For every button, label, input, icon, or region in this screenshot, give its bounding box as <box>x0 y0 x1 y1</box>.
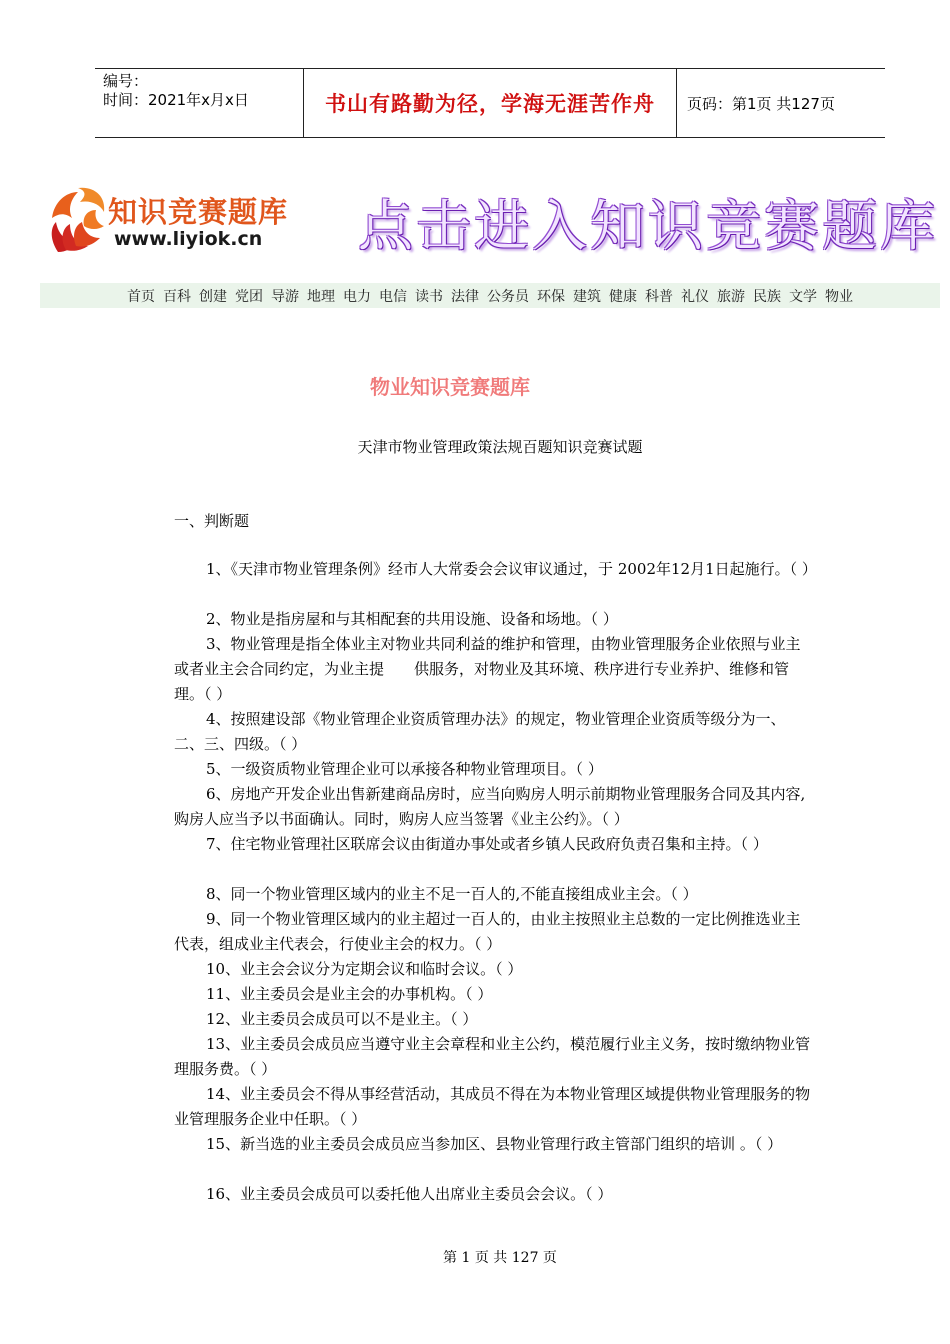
document-subtitle: 天津市物业管理政策法规百题知识竞赛试题 <box>357 438 643 456</box>
nav-item-civil-servant[interactable]: 公务员 <box>487 288 529 305</box>
nav-item-create[interactable]: 创建 <box>199 288 227 305</box>
question-item: 14、业主委员会不得从事经营活动，其成员不得在为本物业管理区域提供物业管理服务的物业管理服务企业中任职。（ ） <box>174 1085 811 1128</box>
enter-quiz-banner-link[interactable]: 点击进入知识竞赛题库 <box>358 194 939 258</box>
nav-item-health[interactable]: 健康 <box>609 288 637 305</box>
nav-item-power[interactable]: 电力 <box>343 288 371 305</box>
question-item: 7、住宅物业管理社区联席会议由街道办事处或者乡镇人民政府负责召集和主持。（ ） <box>206 835 768 853</box>
nav-item-law[interactable]: 法律 <box>451 288 479 305</box>
question-item: 1、《天津市物业管理条例》经市人大常委会会议审议通过，于 2002年12月1日起施行。（ ） <box>206 560 817 578</box>
header-motto: 书山有路勤为径，学海无涯苦作舟 <box>304 69 677 137</box>
nav-item-party[interactable]: 党团 <box>235 288 263 305</box>
header-page-info: 页码：第1页 共127页 <box>687 94 835 113</box>
logo-hand-icon <box>44 182 114 258</box>
nav-item-environment[interactable]: 环保 <box>537 288 565 305</box>
nav-item-telecom[interactable]: 电信 <box>379 288 407 305</box>
header-meta <box>95 69 304 137</box>
number-label: 编号： <box>103 72 149 90</box>
nav-item-reading[interactable]: 读书 <box>415 288 443 305</box>
nav-item-geography[interactable]: 地理 <box>307 288 335 305</box>
question-item: 8、同一个物业管理区域内的业主不足一百人的,不能直接组成业主会。（ ） <box>206 885 698 903</box>
nav-item-home[interactable]: 首页 <box>127 288 155 305</box>
nav-item-construction[interactable]: 建筑 <box>573 288 601 305</box>
nav-item-encyclopedia[interactable]: 百科 <box>163 288 191 305</box>
time-label: 时间：2021年x月x日 <box>103 91 249 109</box>
question-item: 11、业主委员会是业主会的办事机构。（ ） <box>206 985 493 1003</box>
question-item: 6、房地产开发企业出售新建商品房时，应当向购房人明示前期物业管理服务合同及其内容,购房人应当予以书面确认。同时，购房人应当签署《业主公约》。（ ） <box>174 785 806 828</box>
question-item: 9、同一个物业管理区域内的业主超过一百人的，由业主按照业主总数的一定比例推选业主代表，组成业主代表会，行使业主会的权力。（ ） <box>174 910 801 953</box>
section-title: 一、判断题 <box>174 512 250 530</box>
question-item: 13、业主委员会成员应当遵守业主会章程和业主公约，模范履行业主义务，按时缴纳物业管理服务费。（ ） <box>174 1035 811 1078</box>
document-heading: 物业知识竞赛题库 <box>370 375 530 399</box>
question-item: 4、按照建设部《物业管理企业资质管理办法》的规定，物业管理企业资质等级分为一、二、三、四级。（ ） <box>174 710 786 753</box>
question-item: 2、物业是指房屋和与其相配套的共用设施、设备和场地。（ ） <box>206 610 618 628</box>
page-footer: 第 1 页 共 127 页 <box>443 1250 557 1266</box>
question-item: 10、业主会会议分为定期会议和临时会议。（ ） <box>206 960 523 978</box>
question-item: 12、业主委员会成员可以不是业主。（ ） <box>206 1010 478 1028</box>
question-item: 3、物业管理是指全体业主对物业共同利益的维护和管理，由物业管理服务企业依照与业主或者业主会合同约定，为业主提 供服务，对物业及其环境、秩序进行专业养护、维修和管理。（ ） <box>174 635 801 703</box>
nav-item-ethnic[interactable]: 民族 <box>753 288 781 305</box>
question-item: 16、业主委员会成员可以委托他人出席业主委员会会议。（ ） <box>206 1185 613 1203</box>
nav-item-science[interactable]: 科普 <box>645 288 673 305</box>
question-item: 5、一级资质物业管理企业可以承接各种物业管理项目。（ ） <box>206 760 603 778</box>
logo-url: www.liyiok.cn <box>114 228 263 250</box>
nav-item-etiquette[interactable]: 礼仪 <box>681 288 709 305</box>
site-logo[interactable] <box>44 182 304 262</box>
nav-item-property[interactable]: 物业 <box>825 288 853 305</box>
page-header-table <box>95 68 885 138</box>
question-item: 15、新当选的业主委员会成员应当参加区、县物业管理行政主管部门组织的培训 。（ ） <box>206 1135 783 1153</box>
category-nav-bar <box>40 283 940 308</box>
logo-title: 知识竞赛题库 <box>108 195 289 229</box>
nav-item-tour-guide[interactable]: 导游 <box>271 288 299 305</box>
nav-item-literature[interactable]: 文学 <box>789 288 817 305</box>
nav-item-travel[interactable]: 旅游 <box>717 288 745 305</box>
